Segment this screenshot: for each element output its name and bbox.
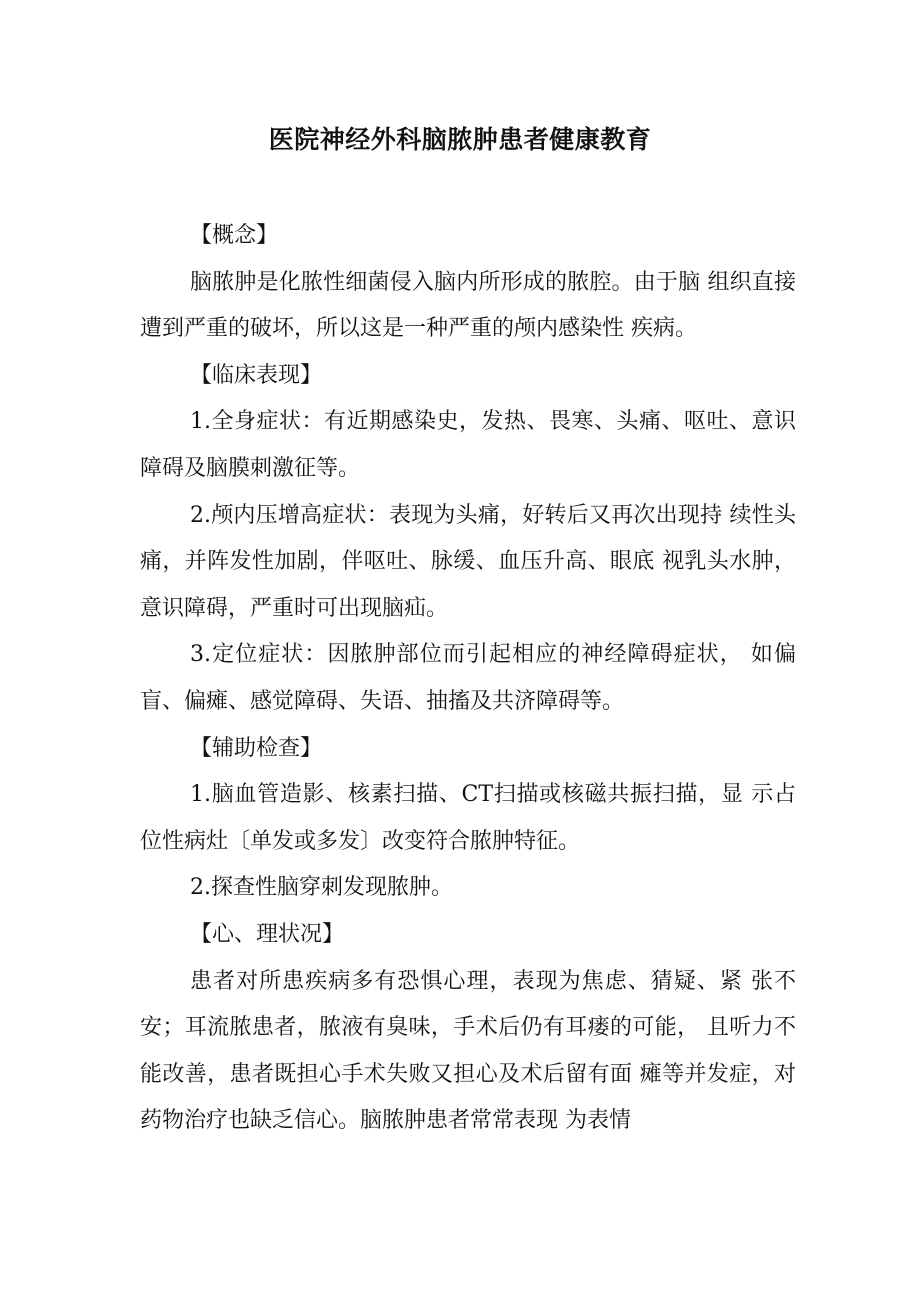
document-title: 医院神经外科脑脓肿患者健康教育 [268, 125, 652, 154]
document-body [140, 213, 796, 1145]
paragraph-clinical-2: 2.颅内压增高症状：表现为头痛，好转后又再次出现持 续性头痛，并阵发性加剧，伴呕吐、脉缓、血压升高、眼底 视乳头水肿，意识障碍，严重时可出现脑疝。 [140, 502, 796, 621]
paragraph-concept: 脑脓肿是化脓性细菌侵入脑内所形成的脓腔。由于脑 组织直接遭到严重的破坏，所以这是一种严重的颅内感染性 疾病。 [140, 269, 796, 342]
paragraph-exam-2: 2.探查性脑穿刺发现脓肿。 [190, 875, 453, 901]
paragraph-clinical-3: 3.定位症状：因脓肿部位而引起相应的神经障碍症状， 如偏盲、偏瘫、感觉障碍、失语、抽搐及共济障碍等。 [140, 642, 796, 714]
paragraph-clinical-1: 1.全身症状：有近期感染史，发热、畏寒、头痛、呕吐、意识障碍及脑膜刺激征等。 [140, 409, 796, 481]
section-heading-clinical: 【临床表现】 [190, 362, 323, 388]
section-heading-concept: 【概念】 [190, 223, 279, 248]
section-heading-psych: 【心、理状况】 [190, 921, 345, 947]
paragraph-psych: 患者对所患疾病多有恐惧心理，表现为焦虑、猜疑、紧 张不安；耳流脓患者，脓液有臭味，手术后仍有耳瘘的可能， 且听力不能改善，患者既担心手术失败又担心及术后留有面 瘫等并发症，对药物治疗也缺乏信心。脑脓肿患者常常表现 为表情 [140, 968, 796, 1134]
paragraph-exam-1: 1.脑血管造影、核素扫描、CT扫描或核磁共振扫描，显 示占位性病灶〔单发或多发〕改变符合脓肿特征。 [140, 782, 796, 854]
section-heading-exam: 【辅助检查】 [190, 735, 323, 761]
